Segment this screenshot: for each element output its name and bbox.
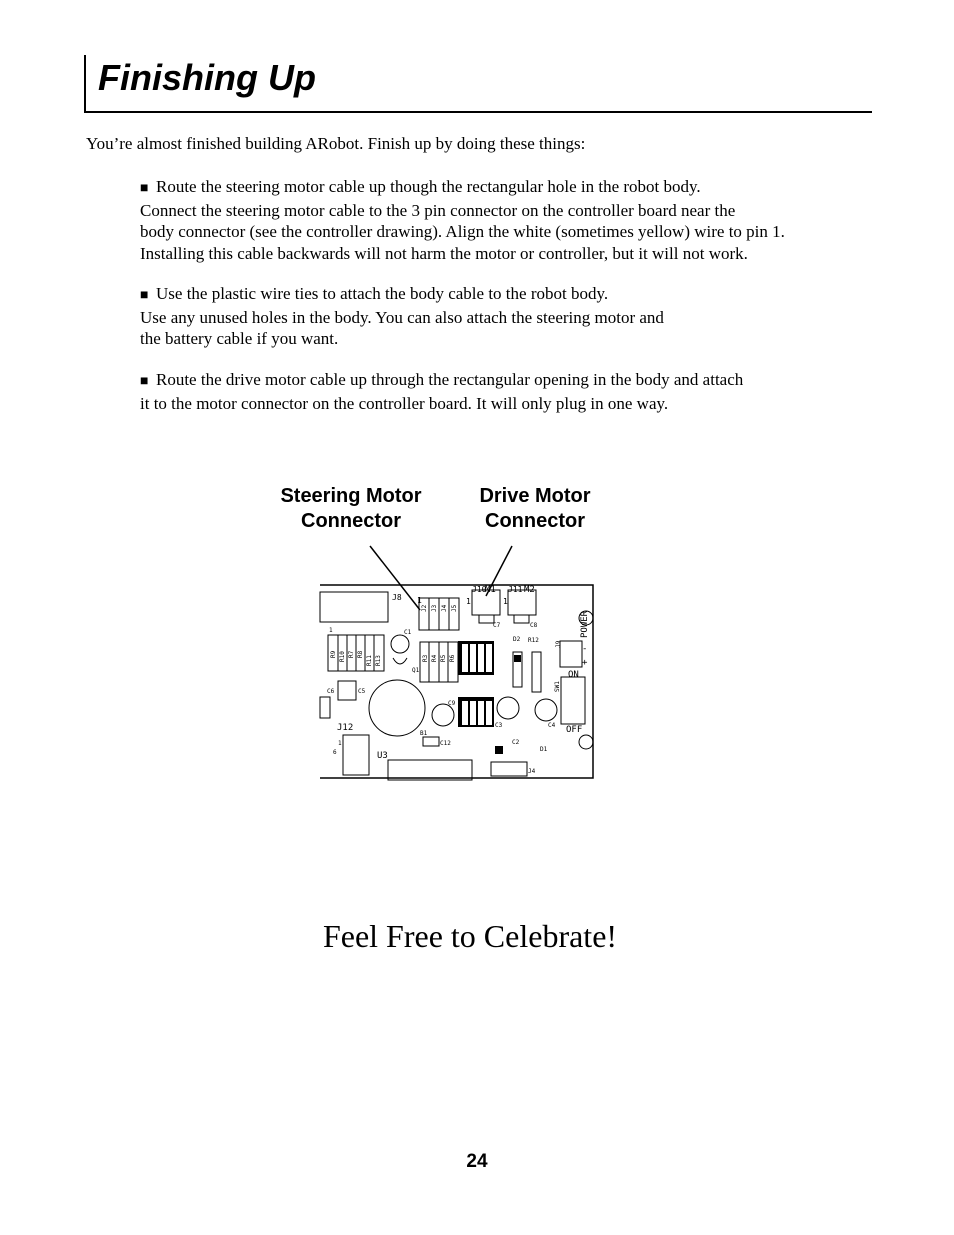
svg-text:R3: R3 xyxy=(422,654,429,662)
u3-chip xyxy=(388,760,472,780)
step-1-line-4: Installing this cable backwards will not harm the motor or controller, but it will not work. xyxy=(140,243,748,263)
step-1-line-1: ■ Route the steering motor cable up though the rectangular hole in the robot body. xyxy=(140,176,880,200)
steering-motor-label: Steering Motor Connector xyxy=(280,485,422,532)
svg-text:D1: D1 xyxy=(540,746,548,753)
svg-text:J4: J4 xyxy=(441,604,448,612)
svg-text:SW1: SW1 xyxy=(554,681,561,692)
svg-text:-: - xyxy=(582,644,588,654)
svg-text:C1: C1 xyxy=(404,629,412,636)
celebrate-text: Feel Free to Celebrate! xyxy=(322,918,618,954)
svg-text:6: 6 xyxy=(333,749,337,756)
step-3-line-1: ■ Route the drive motor cable up through the rectangular opening in the body and attach xyxy=(140,369,880,393)
svg-text:J9: J9 xyxy=(555,640,562,648)
svg-text:M1: M1 xyxy=(485,585,496,595)
svg-text:R7: R7 xyxy=(348,650,355,658)
svg-text:1: 1 xyxy=(417,596,422,605)
step-1-line-3: body connector (see the controller drawing). Align the white (sometimes yellow) wire to pin 1. xyxy=(140,222,785,241)
svg-text:R8: R8 xyxy=(357,650,364,658)
step-3-line-2: it to the motor connector on the controller board. It will only plug in one way. xyxy=(140,393,669,413)
svg-text:1: 1 xyxy=(466,597,471,606)
svg-text:R12: R12 xyxy=(528,637,539,644)
svg-text:J10: J10 xyxy=(472,585,487,594)
svg-text:J2: J2 xyxy=(421,604,428,612)
svg-text:R13: R13 xyxy=(375,655,382,666)
bullet-icon: ■ xyxy=(140,288,149,303)
svg-text:+: + xyxy=(582,658,588,668)
svg-text:R6: R6 xyxy=(449,654,456,662)
svg-text:C8: C8 xyxy=(530,622,538,629)
svg-text:M2: M2 xyxy=(524,585,535,595)
page-number: 24 xyxy=(466,1151,488,1172)
step-2-line-3: the battery cable if you want. xyxy=(140,329,339,348)
svg-text:R5: R5 xyxy=(440,654,447,662)
svg-text:C3: C3 xyxy=(495,722,503,729)
step-2-line-1: ■ Use the plastic wire ties to attach the body cable to the robot body. xyxy=(140,283,880,307)
title-bar xyxy=(84,55,872,113)
svg-text:C4: C4 xyxy=(548,722,556,729)
svg-text:R4: R4 xyxy=(431,654,438,662)
controller-board-drawing xyxy=(300,540,610,795)
svg-text:C7: C7 xyxy=(493,622,501,629)
svg-text:C6: C6 xyxy=(327,688,335,695)
bullet-icon: ■ xyxy=(140,181,149,196)
step-2 xyxy=(140,283,880,350)
svg-text:ON: ON xyxy=(568,670,579,680)
j8-connector xyxy=(320,592,388,622)
on-off-switch xyxy=(561,677,585,724)
svg-text:J12: J12 xyxy=(337,723,354,733)
svg-text:1: 1 xyxy=(338,740,342,747)
svg-text:U3: U3 xyxy=(377,751,388,761)
svg-text:J5: J5 xyxy=(451,604,458,612)
svg-text:1: 1 xyxy=(503,597,508,606)
svg-text:J11: J11 xyxy=(508,585,523,594)
step-2-line-2: Use any unused holes in the body. You can also attach the steering motor and xyxy=(140,307,664,327)
svg-text:C12: C12 xyxy=(440,740,451,747)
svg-text:POWER: POWER xyxy=(580,610,590,638)
svg-text:1: 1 xyxy=(329,627,333,634)
svg-text:J4: J4 xyxy=(528,768,536,775)
svg-text:B1: B1 xyxy=(420,730,428,737)
step-1 xyxy=(140,176,880,264)
bullet-icon: ■ xyxy=(140,374,149,389)
svg-text:C5: C5 xyxy=(358,688,366,695)
c1-capacitor xyxy=(391,635,409,653)
large-capacitor xyxy=(369,680,425,736)
svg-text:R11: R11 xyxy=(366,655,373,666)
svg-text:Q1: Q1 xyxy=(412,667,420,674)
svg-text:D2: D2 xyxy=(513,636,521,643)
step-1-line-2: Connect the steering motor cable to the 3 pin connector on the controller board near the xyxy=(140,200,736,220)
drive-motor-label: Drive Motor Connector xyxy=(479,485,591,532)
page-title: Finishing Up xyxy=(98,57,316,98)
svg-text:R10: R10 xyxy=(339,651,346,662)
svg-text:C9: C9 xyxy=(448,700,456,707)
svg-text:OFF: OFF xyxy=(566,725,583,735)
svg-text:J8: J8 xyxy=(392,593,402,602)
power-connector xyxy=(560,641,582,667)
svg-text:R9: R9 xyxy=(330,650,337,658)
svg-text:C2: C2 xyxy=(512,739,520,746)
intro-text: You’re almost finished building ARobot. Finish up by doing these things: xyxy=(86,134,586,153)
svg-text:J3: J3 xyxy=(431,604,438,612)
step-3 xyxy=(140,369,880,414)
